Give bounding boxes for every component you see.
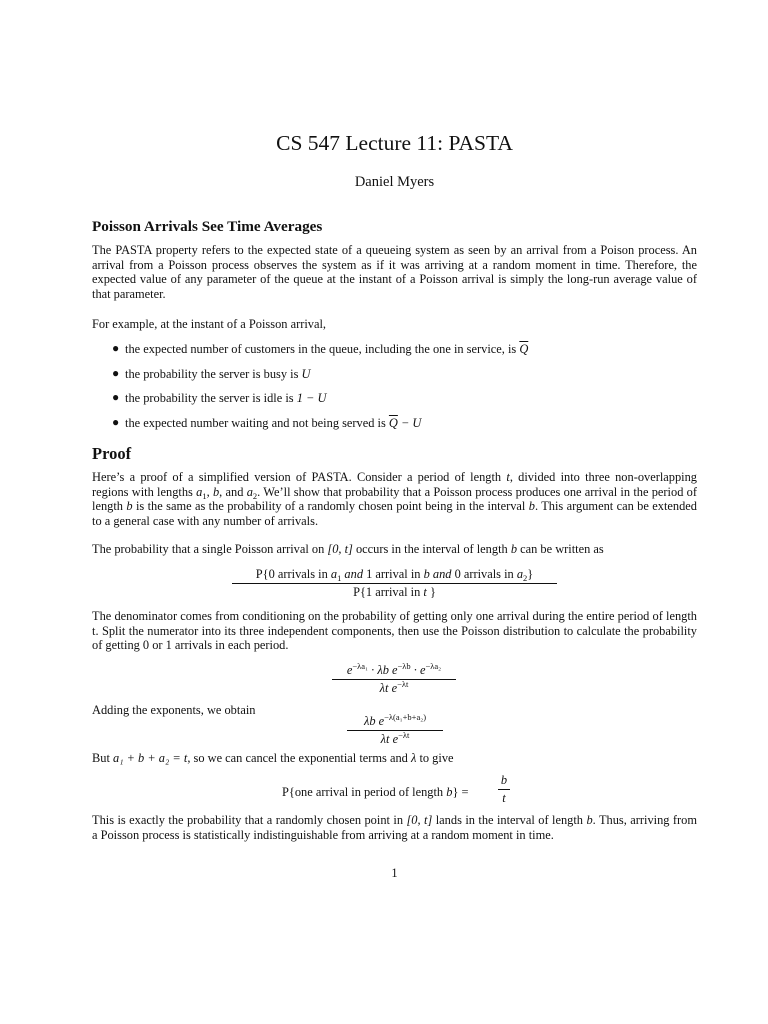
page-number: 1 [391, 866, 398, 880]
math-q-bar: $\overline{Q}$ [388, 415, 398, 430]
equation-poisson-components [332, 663, 456, 695]
math-u: U [301, 366, 311, 381]
equation-denominator: P{1 arrival in t } [353, 584, 436, 599]
list-item-text: the probability the server is busy is [125, 366, 302, 381]
list-item-text: the expected number of customers in the queue, including the one in service, is [125, 342, 520, 356]
list-item [92, 416, 697, 441]
example-paragraph: For example, at the instant of a Poisson arrival, [92, 317, 326, 331]
bullet-icon: ● [112, 390, 120, 404]
proof-paragraph-4: Adding the exponents, we obtain [92, 703, 256, 717]
proof-paragraph-6: This is exactly the probability that a randomly chosen point in [0, t] lands in the interval of length b. Thus, arriving from a Poisson process is statistically indistinguishable from arriving at a random moment in time. [92, 813, 698, 842]
equation-numerator: λb $e^{-\lambda(a_1+b+a_2)}$ [347, 714, 443, 731]
equation-numerator: P{0 arrivals in $a_1$ and 1 arrival in b and 0 arrivals in $a_2$} [232, 567, 557, 584]
document-author: Daniel Myers [354, 174, 435, 190]
bullet-icon: ● [112, 341, 120, 355]
math-minus-u: − U [397, 415, 422, 430]
equation-result-fraction [498, 773, 510, 805]
list-item [92, 367, 697, 392]
proof-paragraph-3: The denominator comes from conditioning on the probability of getting only one arrival during the entire period of length t. Split the numerator into its three independent components, then use the Poisson distribution to calculate the probability of getting 0 or 1 arrivals in each period. [92, 609, 697, 653]
list-item-text: the expected number waiting and not being served is [125, 415, 389, 430]
equation-result-left: P{one arrival in period of length b} = [282, 785, 469, 799]
bullet-icon: ● [112, 414, 120, 429]
proof-paragraph-1: Here’s a proof of a simplified version of PASTA. Consider a period of length t, divided into three non-overlapping regions with lengths $a_1$, b, and $a_2$. We’ll show that probability that a Poisson process produces one arrival in the period of length b is the same as the probability of a randomly chosen point being in the interval b. This argument can be extended to a general case with any number of arrivals. [92, 470, 698, 528]
list-item [92, 342, 697, 367]
section-heading-pasta: Poisson Arrivals See Time Averages [92, 218, 323, 235]
equation-numerator: $e^{-\lambda a_1} \cdot \lambda b$ $e^{-\lambda b} \cdot e^{-\lambda a_2}$ [332, 663, 456, 680]
equation-denominator: t [502, 790, 506, 805]
equation-conditional-probability [232, 567, 557, 599]
equation-denominator: λt $e^{-\lambda t}$ [379, 678, 409, 695]
document-title: CS 547 Lecture 11: PASTA [276, 131, 513, 155]
math-one-minus-u: 1 − U [296, 391, 327, 405]
list-item-text: the probability the server is idle is [125, 391, 297, 405]
equation-combined-exponent [347, 714, 443, 746]
equation-denominator: λt $e^{-\lambda t}$ [380, 729, 410, 746]
proof-paragraph-5: But a₁ + b + a₂ = t, so we can cancel the exponential terms and λ to give [92, 751, 454, 765]
property-list [92, 342, 697, 440]
section-heading-proof: Proof [92, 444, 132, 463]
list-item [92, 391, 697, 416]
intro-paragraph: The PASTA property refers to the expected state of a queueing system as seen by an arrival from a Poison process. An arrival from a Poisson process observes the system as if it was arriving at a random moment in time. Therefore, the expected value of any parameter of the queue at the instant of a Poisson arrival is simply the long-run average value of that parameter. [92, 243, 697, 301]
document-page [92, 0, 697, 1024]
proof-paragraph-2: The probability that a single Poisson arrival on [0, t] occurs in the interval of length b can be written as [92, 542, 604, 556]
bullet-icon: ● [112, 365, 120, 380]
math-q-bar: $\overline{Q}$ [519, 342, 529, 356]
equation-numerator: b [498, 773, 510, 790]
